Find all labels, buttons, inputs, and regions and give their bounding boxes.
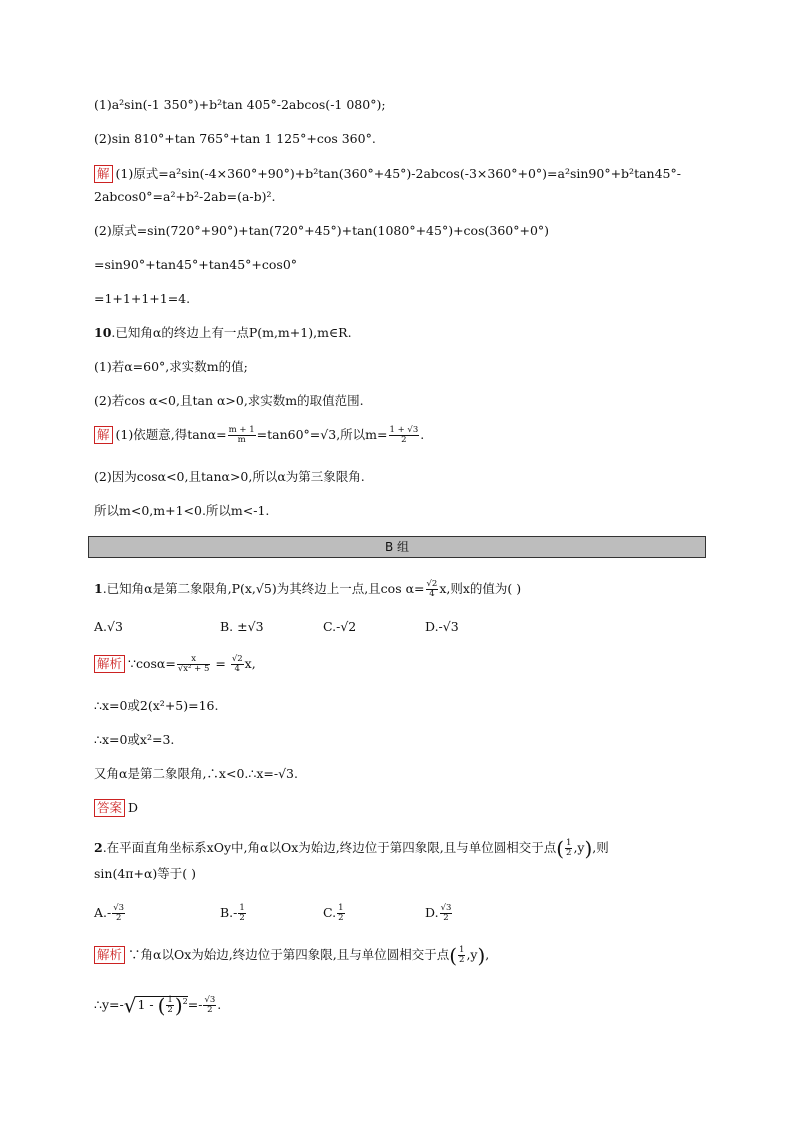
option-d [425, 904, 453, 923]
solution-10-text: (1)依题意,得tanα= [115, 427, 227, 442]
numerator: √3 [113, 903, 125, 913]
denominator: 2 [207, 1005, 213, 1016]
solution-10-line1: 解 (1)依题意,得tanα= $\frac{m + 1}{m}$ =tan60°=√3,所以m= $\frac{1 + √3}{2}$ . [94, 426, 424, 445]
fraction [565, 839, 572, 858]
solution-9-line4: =sin90°+tan45°+tan45°+cos0° [94, 257, 298, 272]
solution-10-mid: =tan60°=√3,所以m= [256, 427, 388, 442]
numerator: 1 [459, 945, 465, 955]
radicand-text: 1 - [137, 997, 158, 1013]
denominator: 2 [239, 913, 245, 923]
question-10-part2: (2)若cos α<0,且tan α>0,求实数m的取值范围. [94, 393, 364, 408]
numerator: x [177, 655, 211, 665]
analysis-text: ∵角α以Ox为始边,终边位于第四象限,且与单位圆相交于点 [128, 947, 450, 962]
answer-value: D [128, 800, 139, 815]
option-c: C.-√2 [323, 619, 357, 634]
option-a: A.√3 [94, 619, 123, 634]
denominator: √x² + 5 [177, 664, 210, 674]
numerator: √2 [231, 654, 243, 664]
analysis-1-line3: ∴x=0或x²=3. [94, 732, 175, 747]
fraction [177, 655, 211, 674]
denominator: 2 [115, 913, 122, 923]
solution-10-line3: 所以m<0,m+1<0.所以m<-1. [94, 503, 270, 518]
analysis-2-line2 [94, 993, 222, 1018]
analysis-1-line2: ∴x=0或2(x²+5)=16. [94, 698, 219, 713]
numerator: 1 [338, 903, 344, 913]
fraction [337, 904, 344, 923]
question-10-part1: (1)若α=60°,求实数m的值; [94, 359, 248, 374]
analysis-text-end: x, [244, 656, 256, 671]
question-1 [94, 580, 521, 599]
question-1-text-a: .已知角α是第二象限角,P(x,√5)为其终边上一点,且cos α= [102, 581, 425, 596]
question-number: 10 [94, 325, 112, 340]
analysis-2-line1 [94, 943, 490, 968]
analysis-text: ∵cosα= [128, 656, 176, 671]
fraction [389, 426, 420, 445]
point-y: ,y [466, 947, 478, 962]
solution-tag: 解 [94, 165, 113, 183]
solution-9-line2: 2abcos0°=a²+b²-2ab=(a-b)². [94, 189, 276, 204]
answer-tag: 答案 [94, 799, 125, 817]
solution-9-line1 [94, 165, 681, 183]
analysis-end: . [217, 997, 222, 1013]
question-1-text-b: x,则x的值为( ) [439, 581, 522, 596]
point-y: ,y [573, 840, 585, 855]
option-prefix: B.- [220, 905, 238, 920]
numerator: 1 [167, 995, 173, 1006]
fraction [203, 996, 216, 1015]
question-number: 1 [94, 581, 103, 596]
radical-sign: √ [123, 993, 137, 1018]
option-d: D.-√3 [425, 619, 459, 634]
question-2-line2: sin(4π+α)等于( ) [94, 866, 197, 881]
fraction [458, 946, 465, 965]
fraction [228, 426, 256, 445]
denominator: 4 [429, 589, 435, 599]
left-paren: ( [556, 836, 565, 861]
right-paren: ) [477, 943, 486, 968]
right-paren: ) [584, 836, 593, 861]
exponent: 2 [182, 997, 188, 1006]
denominator: 2 [459, 955, 465, 965]
fraction [166, 996, 173, 1015]
denominator: 2 [401, 435, 407, 445]
radicand [136, 993, 188, 1018]
solution-9-line3: (2)原式=sin(720°+90°)+tan(720°+45°)+tan(1080°+45°)+cos(360°+0°) [94, 223, 550, 238]
solution-9-text1: (1)原式=a²sin(-4×360°+90°)+b²tan(360°+45°)-2abcos(-3×360°+0°)=a²sin90°+b²tan45°- [115, 166, 681, 181]
option-c [323, 904, 346, 923]
option-prefix: D. [425, 905, 439, 920]
question-number: 2 [94, 840, 103, 855]
numerator: √3 [204, 995, 216, 1006]
analysis-eq: = [211, 656, 230, 671]
analysis-tag: 解析 [94, 655, 125, 673]
q9-part1: (1)a²sin(-1 350°)+b²tan 405°-2abcos(-1 080°); [94, 97, 386, 112]
denominator: 2 [167, 1005, 173, 1016]
denominator: m [237, 435, 246, 445]
numerator: √2 [426, 579, 438, 589]
left-paren: ( [157, 993, 166, 1018]
question-2-text-a: .在平面直角坐标系xOy中,角α以Ox为始边,终边位于第四象限,且与单位圆相交于点 [102, 840, 557, 855]
analysis-tag: 解析 [94, 946, 125, 964]
denominator: 4 [234, 664, 240, 674]
denominator: 2 [443, 913, 449, 923]
solution-10-line2: (2)因为cosα<0,且tanα>0,所以α为第三象限角. [94, 469, 365, 484]
option-a [94, 904, 126, 923]
analysis-1-line1 [94, 655, 256, 674]
fraction [231, 655, 244, 674]
denominator: 2 [566, 848, 572, 858]
analysis-1-line4: 又角α是第二象限角,∴x<0.∴x=-√3. [94, 766, 298, 781]
solution-tag: 解 [94, 426, 113, 444]
question-10 [94, 324, 352, 342]
option-b: B. ±√3 [220, 619, 264, 634]
q9-part2: (2)sin 810°+tan 765°+tan 1 125°+cos 360°. [94, 131, 376, 146]
numerator: 1 [239, 903, 245, 913]
fraction [426, 580, 439, 599]
numerator: m + 1 [228, 425, 255, 435]
answer-1 [94, 799, 138, 817]
numerator: 1 + √3 [389, 425, 419, 435]
analysis-eq: =- [187, 997, 203, 1013]
section-header-b: B 组 [88, 536, 706, 558]
solution-9-line5: =1+1+1+1=4. [94, 291, 191, 306]
numerator: 1 [566, 838, 572, 848]
option-prefix: C. [323, 905, 337, 920]
analysis-text-end: , [485, 947, 490, 962]
option-b [220, 904, 247, 923]
option-prefix: A.- [94, 905, 112, 920]
question-10-text: .已知角α的终边上有一点P(m,m+1),m∈R. [111, 325, 352, 340]
right-paren: ) [174, 993, 183, 1018]
fraction [440, 904, 453, 923]
question-2 [94, 836, 609, 861]
numerator: √3 [440, 903, 452, 913]
analysis-text: ∴y=- [94, 997, 124, 1013]
fraction [112, 904, 125, 923]
fraction [238, 904, 245, 923]
denominator: 2 [338, 913, 344, 923]
left-paren: ( [449, 943, 458, 968]
question-2-text-b: ,则 [592, 840, 609, 855]
